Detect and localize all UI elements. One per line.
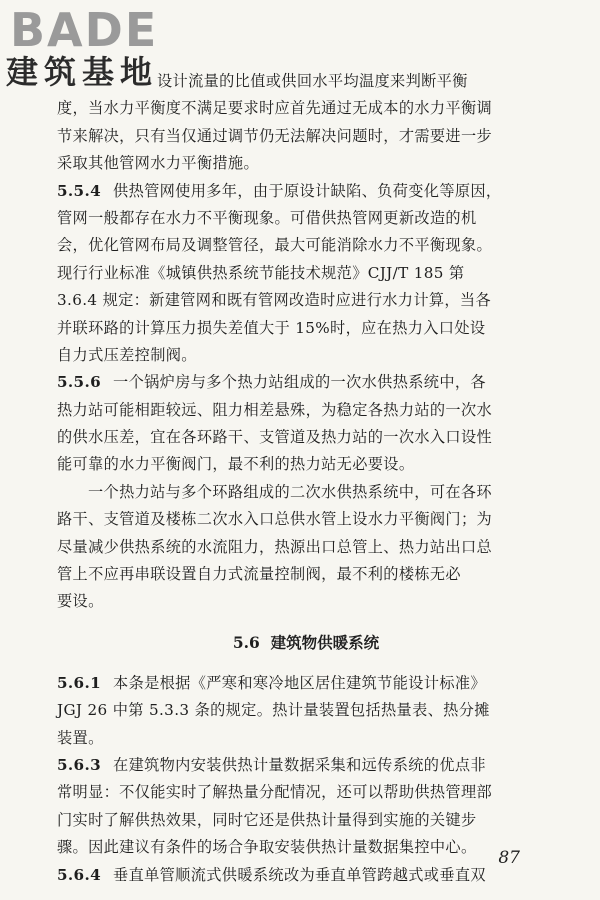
text-line: 节来解决，只有当仅通过调节仍无法解决问题时，才需要进一步 — [57, 126, 493, 145]
text-line: 常明显：不仅能实时了解热量分配情况，还可以帮助供热管理部 — [57, 783, 493, 802]
text-line: 在建筑物内安装供热计量数据采集和远传系统的优点非 — [113, 755, 486, 774]
text-line: 要设。 — [57, 592, 104, 611]
text-line: 供热管网使用多年，由于原设计缺陷、负荷变化等原因， — [113, 181, 502, 200]
section-number: 5.6.4 — [57, 865, 102, 884]
section-5-5-6 — [57, 369, 555, 479]
section-number: 5.6.1 — [57, 673, 102, 692]
section-5-6-3 — [57, 752, 555, 862]
text-line: 管上不应再串联设置自力式流量控制阀，最不利的楼栋无必 — [57, 565, 461, 584]
document-page — [57, 68, 555, 889]
logo-chinese-text: 建筑基地 — [6, 53, 159, 91]
section-number: 5.6.3 — [57, 755, 102, 774]
text-line: 能可靠的水力平衡阀门，最不利的热力站无必要设。 — [57, 455, 415, 474]
section-number: 5.5.6 — [57, 373, 102, 392]
heading-title: 建筑物供暖系统 — [270, 632, 380, 652]
text-line: 的供水压差，宜在各环路干、支管道及热力站的一次水入口设性 — [57, 428, 493, 447]
logo-latin-text: BADE — [10, 3, 159, 57]
text-line: 骤。因此建议有条件的场合争取安装供热计量数据集控中心。 — [57, 838, 477, 857]
text-line: 现行行业标准《城镇供热系统节能技术规范》CJJ/T 185 第 — [57, 263, 465, 282]
text-line: 度，当水力平衡度不满足要求时应首先通过无成本的水力平衡调 — [57, 99, 493, 118]
heading-number: 5.6 — [232, 632, 260, 652]
text-line: 3.6.4 规定：新建管网和既有管网改造时应进行水力计算，当各 — [57, 291, 492, 310]
text-line: 热力站可能相距较远、阻力相差悬殊，为稳定各热力站的一次水 — [57, 400, 493, 419]
section-5-6-4 — [57, 862, 555, 889]
text-line: 设计流量的比值或供回水平均温度来判断平衡 — [157, 72, 468, 90]
section-5-5-4 — [57, 178, 555, 370]
text-line: 并联环路的计算压力损失差值大于 15%时，应在热力入口处设 — [57, 318, 486, 337]
text-line: 尽量减少供热系统的水流阻力，热源出口总管上、热力站出口总 — [57, 537, 493, 556]
text-line: 装置。 — [57, 728, 104, 747]
page-number: 87 — [498, 848, 520, 868]
paragraph-secondary-system — [57, 479, 555, 616]
section-heading-5-6 — [57, 616, 555, 670]
text-line: 路干、支管道及楼栋二次水入口总供水管上设水力平衡阀门；为 — [57, 510, 493, 529]
text-line: 门实时了解供热效果，同时它还是供热计量得到实施的关键步 — [57, 810, 477, 829]
text-line: 垂直单管顺流式供暖系统改为垂直单管跨越式或垂直双 — [113, 865, 486, 884]
text-line: 会，优化管网布局及调整管径，最大可能消除水力不平衡现象。 — [57, 236, 493, 255]
text-line: 自力式压差控制阀。 — [57, 345, 197, 364]
text-line: 采取其他管网水力平衡措施。 — [57, 154, 259, 173]
section-5-6-1 — [57, 670, 555, 752]
text-line: 一个锅炉房与多个热力站组成的一次水供热系统中，各 — [113, 373, 486, 392]
text-line: 管网一般都存在水力不平衡现象。可借供热管网更新改造的机 — [57, 208, 477, 227]
text-line: 本条是根据《严寒和寒冷地区居住建筑节能设计标准》 — [113, 673, 486, 692]
paragraph-continuation — [57, 68, 555, 178]
text-line: 一个热力站与多个环路组成的二次水供热系统中，可在各环 — [88, 482, 492, 501]
text-line: JGJ 26 中第 5.3.3 条的规定。热计量装置包括热量表、热分摊 — [57, 701, 490, 720]
section-number: 5.5.4 — [57, 181, 102, 200]
